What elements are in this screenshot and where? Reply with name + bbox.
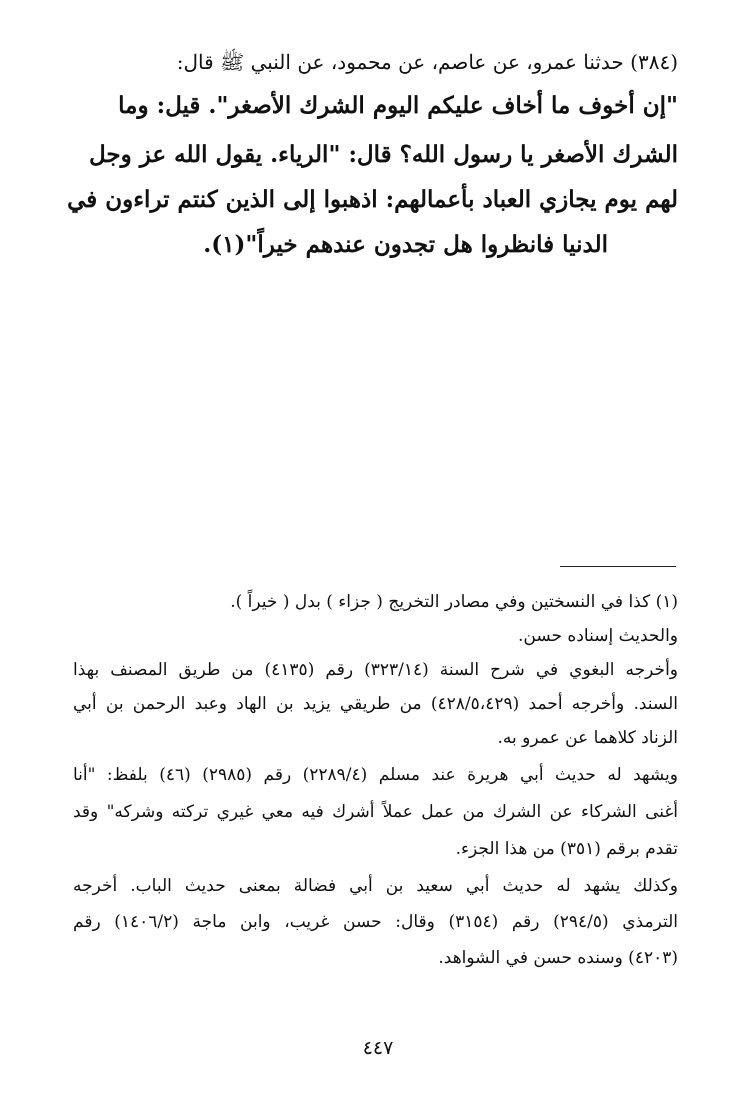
footnote-line-10: الترمذي (٢٩٤/٥) رقم (٣١٥٤) وقال: حسن غريب، وابن ماجة (١٤٠٦/٢) رقم xyxy=(73,912,678,932)
hadith-text-line-3: لهم يوم يجازي العباد بأعمالهم: اذهبوا إلى الذين كنتم تراءون في xyxy=(67,186,678,213)
footnote-line-7: أغنى الشركاء عن الشرك من عمل عملاً أشرك فيه معي غيري تركته وشركه" وقد xyxy=(73,802,678,822)
page-number: ٤٤٧ xyxy=(362,1037,394,1059)
footnote-line-3: وأخرجه البغوي في شرح السنة (٣٢٣/١٤) رقم (٤١٣٥) من طريق المصنف بهذا xyxy=(73,660,679,680)
footnote-line-2: والحديث إسناده حسن. xyxy=(517,626,678,646)
hadith-text-line-4: الدنيا فانظروا هل تجدون عندهم خيراً"(١). xyxy=(203,231,608,258)
footnote-line-5: الزناد كلاهما عن عمرو به. xyxy=(497,728,678,748)
footnote-line-6: ويشهد له حديث أبي هريرة عند مسلم (٢٢٨٩/٤) رقم (٢٩٨٥) (٤٦) بلفظ: "أنا xyxy=(73,765,679,785)
footnote-line-8: تقدم برقم (٣٥١) من هذا الجزء. xyxy=(455,839,678,859)
hadith-isnad-header: (٣٨٤) حدثنا عمرو، عن عاصم، عن محمود، عن النبي ﷺ قال: xyxy=(176,50,678,74)
hadith-text-line-1: "إن أخوف ما أخاف عليكم اليوم الشرك الأصغر". قيل: وما xyxy=(118,92,678,119)
footnote-line-4: السند. وأخرجه أحمد (٤٢٨/٥،٤٢٩) من طريقي يزيد بن الهاد وعبد الرحمن بن أبي xyxy=(73,694,679,714)
footnote-line-1: (١) كذا في النسختين وفي مصادر التخريج ( جزاء ) بدل ( خيراً ). xyxy=(230,592,678,612)
hadith-text-line-2: الشرك الأصغر يا رسول الله؟ قال: "الرياء. يقول الله عز وجل xyxy=(88,141,678,168)
footnote-line-9: وكذلك يشهد له حديث أبي سعيد بن أبي فضالة بمعنى حديث الباب. أخرجه xyxy=(73,876,678,896)
footnote-line-11: (٤٢٠٣) وسنده حسن في الشواهد. xyxy=(438,948,678,968)
footnote-separator xyxy=(560,566,676,567)
